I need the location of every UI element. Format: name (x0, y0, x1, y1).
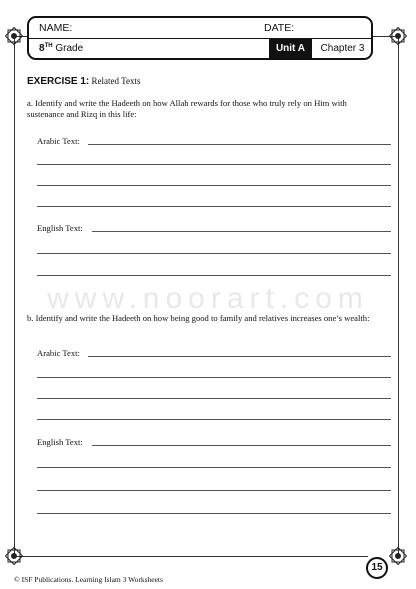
ornament-top-left-icon (3, 25, 25, 47)
ornament-bottom-left-icon (3, 545, 25, 567)
answer-line[interactable] (37, 253, 391, 254)
question-b-english-label: English Text: (37, 437, 83, 447)
page-frame-bottom (14, 556, 368, 557)
answer-line[interactable] (37, 513, 391, 514)
footer-copyright: © ISF Publications. Learning Islam 3 Worksheets (14, 575, 163, 584)
answer-line[interactable] (37, 185, 391, 186)
worksheet-header (27, 16, 373, 60)
answer-line[interactable] (37, 419, 391, 420)
exercise-heading (27, 76, 140, 87)
answer-line[interactable] (37, 467, 391, 468)
answer-line[interactable] (37, 377, 391, 378)
question-a-arabic-label: Arabic Text: (37, 136, 80, 146)
answer-line[interactable] (37, 275, 391, 276)
page-number: 15 (366, 557, 388, 579)
watermark: www.noorart.com (47, 282, 369, 315)
header-name-date-row (29, 18, 371, 39)
name-label: NAME: (39, 22, 73, 34)
grade-label: 8TH Grade (39, 43, 84, 54)
question-a-english-label: English Text: (37, 223, 83, 233)
chapter-label: Chapter 3 (320, 43, 365, 54)
answer-line[interactable] (92, 231, 391, 232)
header-grade-row (29, 39, 371, 60)
answer-line[interactable] (37, 206, 391, 207)
question-b-arabic-label: Arabic Text: (37, 348, 80, 358)
answer-line[interactable] (88, 144, 391, 145)
unit-badge: Unit A (269, 39, 312, 60)
ornament-bottom-right-icon (387, 545, 409, 567)
question-b-text: b. Identify and write the Hadeeth on how being good to family and relatives increases one’s wealth: (27, 313, 370, 323)
date-label: DATE: (264, 22, 295, 34)
answer-line[interactable] (37, 164, 391, 165)
exercise-title: EXERCISE 1: (27, 76, 90, 87)
question-a-text: a. Identify and write the Hadeeth on how Allah rewards for those who truly rely on Him with sustenance and Rizq in this life: (27, 98, 347, 119)
answer-line[interactable] (37, 490, 391, 491)
answer-line[interactable] (88, 356, 391, 357)
answer-line[interactable] (37, 398, 391, 399)
answer-line[interactable] (92, 445, 391, 446)
exercise-subtitle: Related Texts (91, 76, 141, 86)
ornament-top-right-icon (387, 25, 409, 47)
